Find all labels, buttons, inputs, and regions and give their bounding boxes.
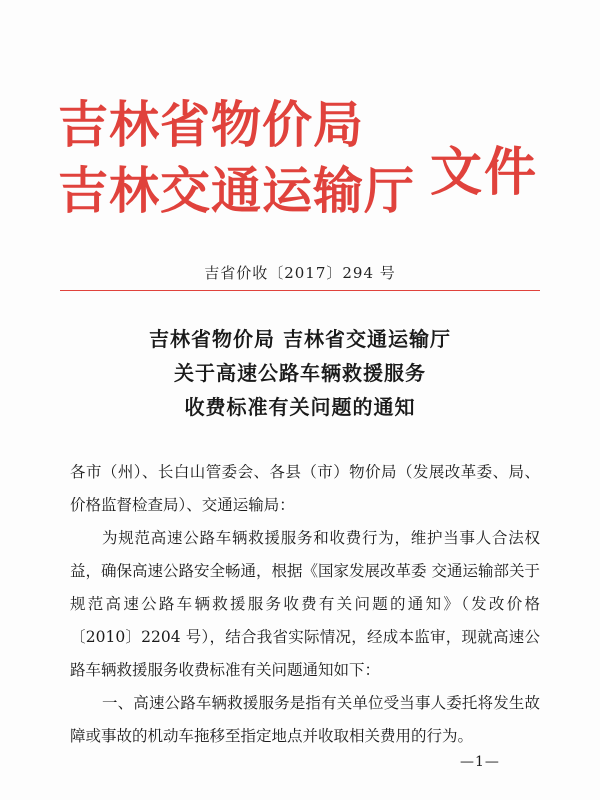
issuing-authorities bbox=[58, 92, 418, 224]
document-word: 文件 bbox=[430, 142, 539, 203]
body-paragraph-2: 一、高速公路车辆救援服务是指有关单位受当事人委托将发生故障或事故的机动车拖移至指定地点并收取相关费用的行为。 bbox=[70, 694, 540, 745]
issuer-line-1: 吉林省物价局 bbox=[58, 95, 364, 154]
title-line-1: 吉林省物价局 吉林省交通运输厅 bbox=[149, 327, 451, 351]
red-divider-line bbox=[60, 290, 540, 291]
document-title bbox=[0, 322, 600, 424]
page-number: —1— bbox=[460, 754, 500, 770]
document-number: 吉省价收〔2017〕294 号 bbox=[204, 264, 396, 282]
issuer-line-2: 吉林交通运输厅 bbox=[58, 161, 415, 220]
addressee-paragraph: 各市（州）、长白山管委会、各县（市）物价局（发展改革委、局、价格监督检查局）、交通运输局： bbox=[70, 463, 540, 514]
document-body bbox=[70, 456, 540, 753]
title-line-2: 关于高速公路车辆救援服务 bbox=[174, 361, 426, 385]
title-line-3: 收费标准有关问题的通知 bbox=[184, 395, 416, 419]
body-paragraph-1: 为规范高速公路车辆救援服务和收费行为，维护当事人合法权益，确保高速公路安全畅通，根据《国家发展改革委 交通运输部关于规范高速公路车辆救援服务收费有关问题的通知》（发改价格〔2010〕2204 号），结合我省实际情况，经成本监审，现就高速公路车辆救援服务收费标准有关问题通知如下： bbox=[70, 529, 540, 679]
